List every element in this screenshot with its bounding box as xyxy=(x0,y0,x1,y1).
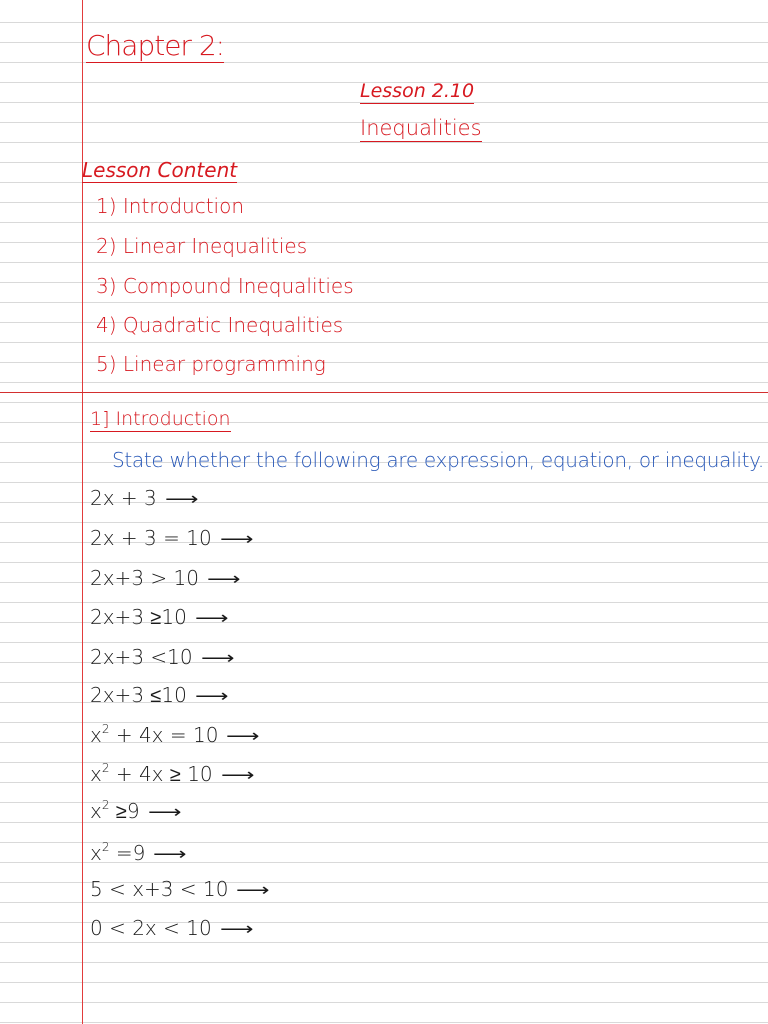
right-arrow-icon: ⟶ xyxy=(220,765,255,786)
toc-item-introduction: 1) Introduction xyxy=(96,194,244,218)
instruction-text: State whether the following are expression, equation, or inequality. xyxy=(112,448,764,472)
expression-text: x xyxy=(90,762,102,786)
example-expression xyxy=(90,722,261,747)
right-arrow-icon: ⟶ xyxy=(194,608,229,629)
expression-text: 2x + 3 = 10 xyxy=(90,526,212,550)
right-arrow-icon: ⟶ xyxy=(153,844,187,865)
right-arrow-icon: ⟶ xyxy=(164,489,199,510)
example-expression xyxy=(90,486,199,510)
example-expression xyxy=(90,526,254,550)
expression-text: =9 xyxy=(109,841,146,865)
lesson-topic: Inequalities xyxy=(360,116,482,140)
toc-item-compound-inequalities: 3) Compound Inequalities xyxy=(96,274,354,298)
expression-text: 0 < 2x < 10 xyxy=(90,916,212,940)
right-arrow-icon: ⟶ xyxy=(206,569,241,590)
lesson-number: Lesson 2.10 xyxy=(360,80,475,102)
expression-text: 2x+3 ≥10 xyxy=(90,605,187,629)
section-heading-introduction: 1] Introduction xyxy=(90,408,231,430)
example-expression xyxy=(90,840,187,865)
expression-text: 2x+3 <10 xyxy=(90,645,193,669)
exponent: 2 xyxy=(101,761,110,775)
example-expression xyxy=(90,798,182,823)
expression-text: 2x+3 > 10 xyxy=(90,566,199,590)
expression-text: x xyxy=(90,799,102,823)
right-arrow-icon: ⟶ xyxy=(236,880,270,901)
toc-item-quadratic-inequalities: 4) Quadratic Inequalities xyxy=(96,313,344,337)
example-expression xyxy=(90,566,241,590)
exponent: 2 xyxy=(101,840,110,854)
right-arrow-icon: ⟶ xyxy=(219,529,254,550)
example-expression xyxy=(90,877,270,901)
expression-text: 2x + 3 xyxy=(90,486,157,510)
expression-text: 5 < x+3 < 10 xyxy=(90,877,229,901)
expression-text: + 4x ≥ 10 xyxy=(109,762,213,786)
expression-text: + 4x = 10 xyxy=(109,723,219,747)
lesson-content-heading: Lesson Content xyxy=(82,158,238,182)
right-arrow-icon: ⟶ xyxy=(147,802,182,823)
right-arrow-icon: ⟶ xyxy=(194,686,229,707)
example-expression xyxy=(90,683,229,707)
right-arrow-icon: ⟶ xyxy=(226,726,261,747)
section-divider xyxy=(0,392,768,393)
toc-item-linear-inequalities: 2) Linear Inequalities xyxy=(96,234,308,258)
chapter-title: Chapter 2: xyxy=(86,29,225,62)
expression-text: x xyxy=(90,841,102,865)
exponent: 2 xyxy=(101,722,110,736)
example-expression xyxy=(90,605,229,629)
right-arrow-icon: ⟶ xyxy=(200,648,235,669)
expression-text: x xyxy=(90,723,102,747)
expression-text: ≥9 xyxy=(109,799,140,823)
exponent: 2 xyxy=(101,798,110,812)
margin-line xyxy=(82,0,83,1024)
right-arrow-icon: ⟶ xyxy=(219,919,254,940)
expression-text: 2x+3 ≤10 xyxy=(90,683,187,707)
example-expression xyxy=(90,761,255,786)
example-expression xyxy=(90,916,254,940)
toc-item-linear-programming: 5) Linear programming xyxy=(96,352,326,376)
example-expression xyxy=(90,645,235,669)
